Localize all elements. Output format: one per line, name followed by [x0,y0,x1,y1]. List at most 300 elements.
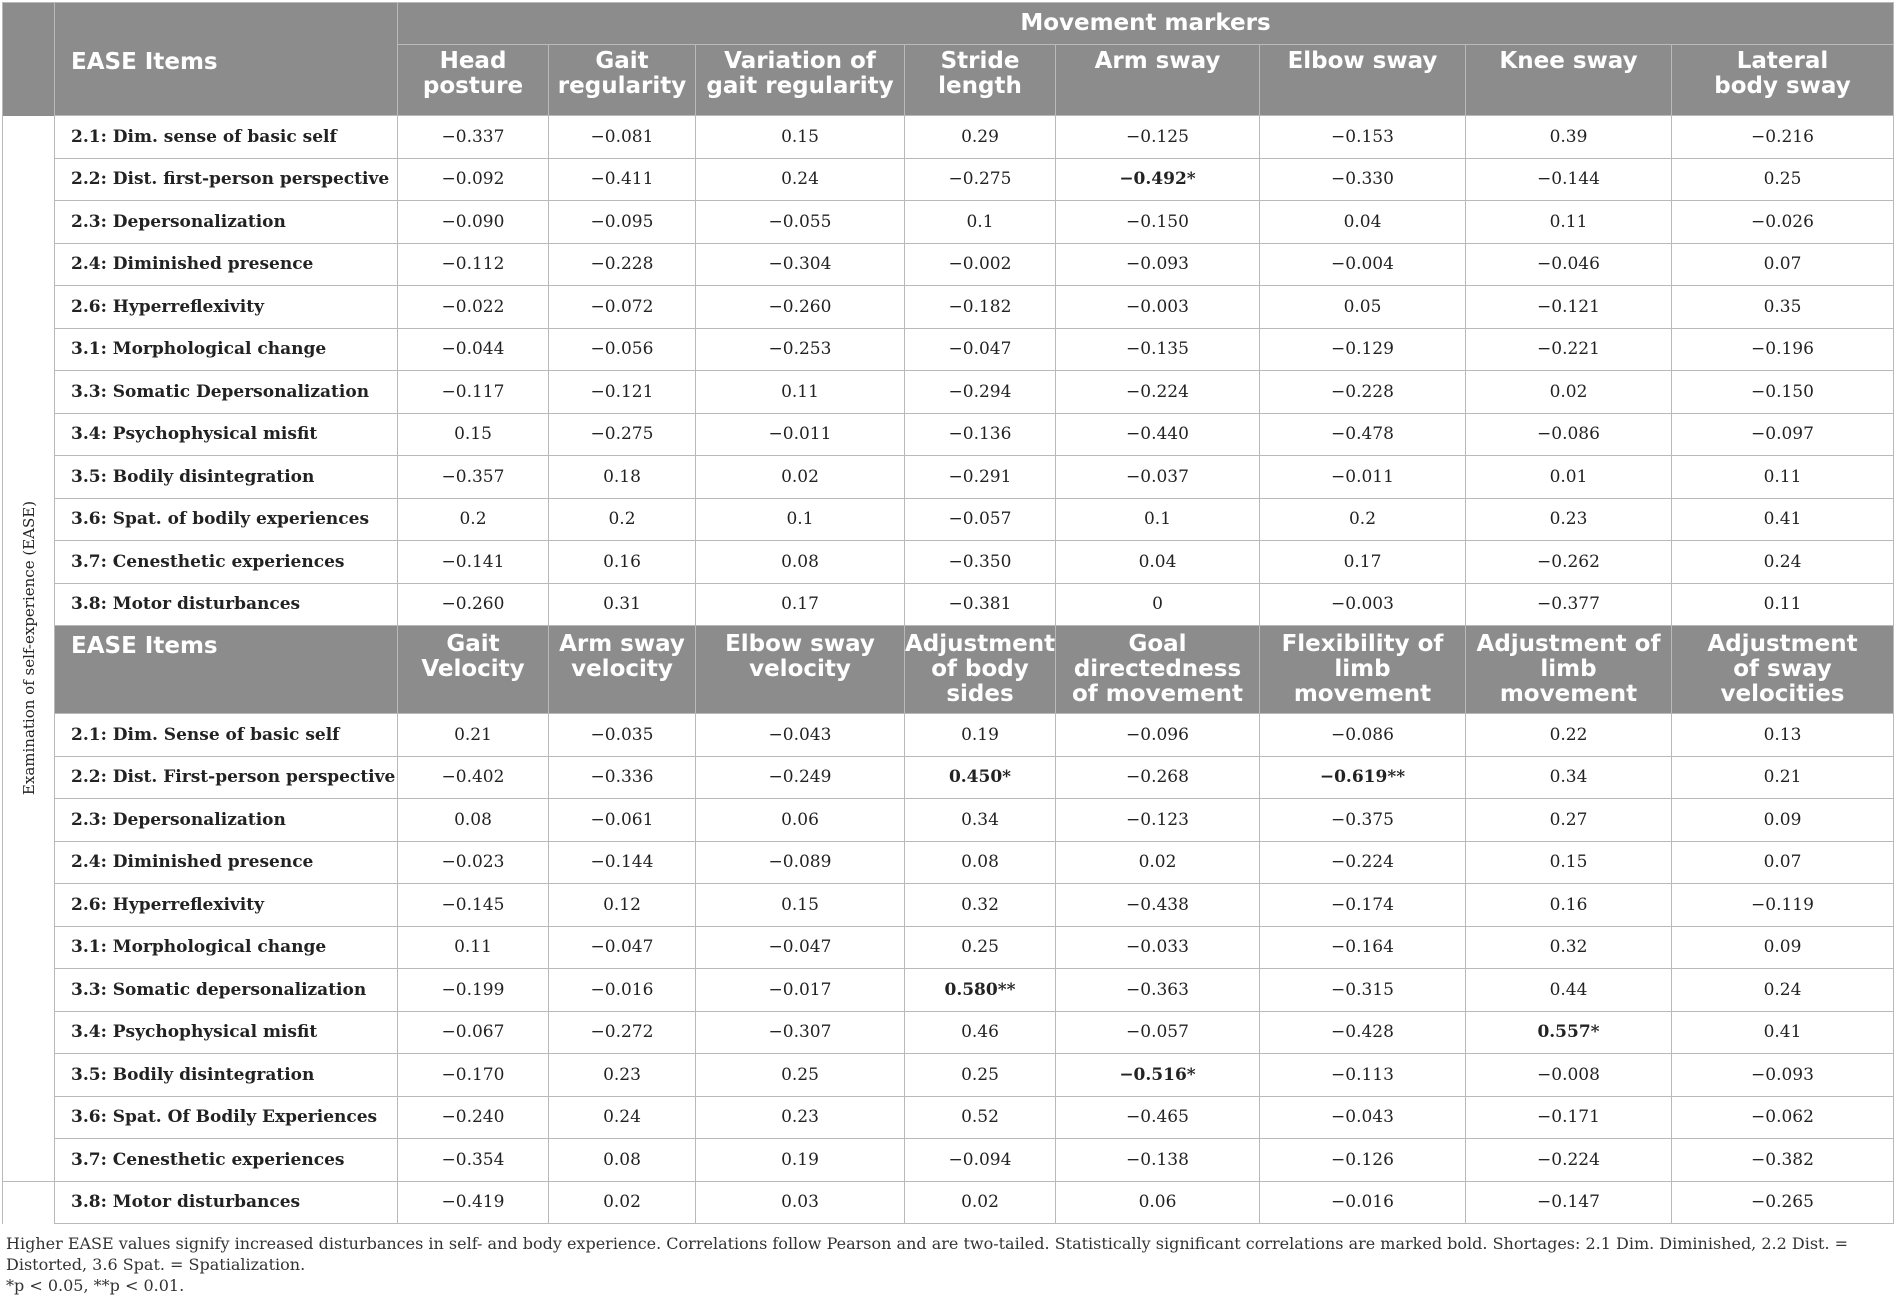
ease-item-label: 2.1: Dim. Sense of basic self [55,714,398,757]
section2-col-header-line: of sway [1733,656,1832,682]
correlation-value: −0.153 [1260,116,1466,159]
section2-col-header-line: velocities [1720,681,1845,707]
correlation-value: −0.465 [1056,1096,1260,1139]
correlation-value: −0.043 [1260,1096,1466,1139]
correlation-value: −0.047 [696,926,905,969]
section2-col-header-line: sides [946,681,1014,707]
correlation-value: 0.24 [696,158,905,201]
section2-col-header-line: directedness [1073,656,1242,682]
correlation-value: −0.061 [549,799,696,842]
section2-col-header [1056,626,1260,714]
correlation-value: 0.11 [696,371,905,414]
correlation-value: 0.04 [1260,201,1466,244]
correlation-value: −0.262 [1466,541,1672,584]
correlation-value: −0.004 [1260,243,1466,286]
ease-item-label: 2.2: Dist. first-person perspective [55,158,398,201]
correlation-value: −0.147 [1466,1181,1672,1224]
correlation-value: −0.336 [549,756,696,799]
section2-header-row [3,626,1894,714]
correlation-value: −0.112 [398,243,549,286]
correlation-value: −0.086 [1260,714,1466,757]
table-row [3,243,1894,286]
ease-item-label: 3.1: Morphological change [55,328,398,371]
correlation-value: 0.02 [1466,371,1672,414]
correlation-value: −0.047 [905,328,1056,371]
table-row [3,328,1894,371]
correlation-value: 0.2 [549,498,696,541]
correlation-value: −0.291 [905,456,1056,499]
movement-markers-header: Movement markers [398,3,1894,45]
correlation-value: 0.44 [1466,969,1672,1012]
correlation-value: −0.268 [1056,756,1260,799]
correlation-value: 0.32 [905,884,1056,927]
correlation-value: −0.315 [1260,969,1466,1012]
section1-col-header-line: Knee sway [1499,48,1638,75]
section2-col-header [905,626,1056,714]
correlation-value: −0.170 [398,1054,549,1097]
correlation-value: 0.11 [1672,583,1894,626]
correlation-value: 0.16 [1466,884,1672,927]
correlation-value: 0.08 [905,841,1056,884]
correlation-value: −0.265 [1672,1181,1894,1224]
ease-item-label: 3.8: Motor disturbances [55,583,398,626]
correlation-value: −0.619** [1260,756,1466,799]
table-container [2,2,1893,1295]
correlation-value: −0.081 [549,116,696,159]
section1-col-header-line: Head [439,48,507,75]
correlation-value: −0.350 [905,541,1056,584]
correlation-value: 0.2 [398,498,549,541]
correlation-value: 0.25 [905,1054,1056,1097]
ease-item-label: 2.3: Depersonalization [55,201,398,244]
correlation-value: −0.228 [1260,371,1466,414]
correlation-value: −0.228 [549,243,696,286]
correlation-value: 0.13 [1672,714,1894,757]
section2-col-header [696,626,905,714]
correlation-value: −0.141 [398,541,549,584]
correlation-value: 0.02 [549,1181,696,1224]
correlation-value: −0.003 [1260,583,1466,626]
correlation-value: −0.090 [398,201,549,244]
table-row [3,1096,1894,1139]
section2-col-header-line: Adjustment [1707,631,1858,657]
section2-col-header-line: Flexibility of [1281,631,1444,657]
ease-item-label: 2.6: Hyperreflexivity [55,884,398,927]
correlation-value: −0.043 [696,714,905,757]
section2-col-header-line: limb [1334,656,1391,682]
correlation-value: 0.19 [696,1139,905,1182]
section1-col-header [905,45,1056,116]
correlation-value: −0.150 [1672,371,1894,414]
correlation-value: −0.046 [1466,243,1672,286]
correlation-value: −0.363 [1056,969,1260,1012]
correlation-value: 0.1 [696,498,905,541]
correlation-value: −0.182 [905,286,1056,329]
correlation-value: 0.580** [905,969,1056,1012]
correlation-value: −0.438 [1056,884,1260,927]
correlation-value: −0.096 [1056,714,1260,757]
correlation-value: −0.047 [549,926,696,969]
correlation-value: −0.272 [549,1011,696,1054]
section1-col-header-line: posture [422,73,524,100]
section2-col-header-line: of body [931,656,1029,682]
correlation-table [2,2,1894,1224]
table-row [3,1011,1894,1054]
ease-item-label: 3.3: Somatic Depersonalization [55,371,398,414]
correlation-value: 0 [1056,583,1260,626]
correlation-value: −0.294 [905,371,1056,414]
correlation-value: 0.25 [696,1054,905,1097]
correlation-value: −0.199 [398,969,549,1012]
section2-col-header-line: of movement [1071,681,1244,707]
correlation-value: 0.11 [1672,456,1894,499]
table-row [3,799,1894,842]
correlation-value: −0.478 [1260,413,1466,456]
section2-col-header [1466,626,1672,714]
correlation-value: −0.011 [696,413,905,456]
correlation-value: −0.117 [398,371,549,414]
table-row [3,926,1894,969]
correlation-value: −0.224 [1466,1139,1672,1182]
correlation-value: −0.196 [1672,328,1894,371]
section1-col-header [1672,45,1894,116]
correlation-value: 0.06 [1056,1181,1260,1224]
correlation-value: 0.05 [1260,286,1466,329]
correlation-value: −0.072 [549,286,696,329]
correlation-value: −0.260 [696,286,905,329]
correlation-value: −0.011 [1260,456,1466,499]
correlation-value: 0.07 [1672,243,1894,286]
correlation-value: 0.08 [696,541,905,584]
correlation-value: 0.02 [1056,841,1260,884]
correlation-value: −0.171 [1466,1096,1672,1139]
table-row [3,583,1894,626]
correlation-value: 0.32 [1466,926,1672,969]
correlation-value: 0.19 [905,714,1056,757]
section2-col-header-line: Elbow sway [725,631,875,657]
ease-item-label: 3.6: Spat. of bodily experiences [55,498,398,541]
ease-item-label: 2.1: Dim. sense of basic self [55,116,398,159]
correlation-value: −0.307 [696,1011,905,1054]
table-row [3,1139,1894,1182]
correlation-value: −0.240 [398,1096,549,1139]
correlation-value: 0.11 [1466,201,1672,244]
section1-col-header-line: Stride [940,48,1020,75]
correlation-value: −0.224 [1056,371,1260,414]
correlation-value: −0.136 [905,413,1056,456]
table-row [3,969,1894,1012]
section1-col-header-line: length [938,73,1022,100]
correlation-value: −0.304 [696,243,905,286]
table-body [3,116,1894,1224]
section1-col-header [398,45,549,116]
correlation-value: −0.419 [398,1181,549,1224]
correlation-value: 0.02 [696,456,905,499]
correlation-value: 0.1 [905,201,1056,244]
ease-vertical-label-cell [3,116,55,1182]
section1-col-header-line: regularity [557,73,687,100]
section2-col-header [549,626,696,714]
section2-col-header-line: movement [1293,681,1432,707]
correlation-value: −0.037 [1056,456,1260,499]
ease-item-label: 2.6: Hyperreflexivity [55,286,398,329]
table-row [3,884,1894,927]
correlation-value: 0.12 [549,884,696,927]
correlation-value: −0.003 [1056,286,1260,329]
section1-col-header-line: gait regularity [706,73,894,100]
correlation-value: −0.354 [398,1139,549,1182]
section1-col-header [1056,45,1260,116]
table-row [3,456,1894,499]
correlation-value: −0.221 [1466,328,1672,371]
correlation-value: 0.15 [696,116,905,159]
correlation-value: −0.056 [549,328,696,371]
correlation-value: −0.093 [1056,243,1260,286]
section2-col-header-line: Gait [446,631,500,657]
correlation-value: −0.016 [1260,1181,1466,1224]
correlation-value: 0.35 [1672,286,1894,329]
correlation-value: 0.08 [398,799,549,842]
correlation-value: −0.113 [1260,1054,1466,1097]
correlation-value: −0.035 [549,714,696,757]
table-row [3,158,1894,201]
correlation-value: 0.2 [1260,498,1466,541]
correlation-value: 0.557* [1466,1011,1672,1054]
correlation-value: −0.044 [398,328,549,371]
correlation-value: −0.089 [696,841,905,884]
correlation-value: −0.275 [905,158,1056,201]
correlation-value: −0.260 [398,583,549,626]
correlation-value: −0.062 [1672,1096,1894,1139]
table-row [3,841,1894,884]
section1-col-header [696,45,905,116]
correlation-value: 0.08 [549,1139,696,1182]
correlation-value: −0.092 [398,158,549,201]
correlation-value: 0.25 [905,926,1056,969]
ease-item-label: 3.3: Somatic depersonalization [55,969,398,1012]
section2-col-header [1672,626,1894,714]
correlation-value: 0.02 [905,1181,1056,1224]
correlation-value: −0.150 [1056,201,1260,244]
correlation-value: −0.023 [398,841,549,884]
correlation-value: 0.52 [905,1096,1056,1139]
correlation-value: −0.129 [1260,328,1466,371]
correlation-value: −0.094 [905,1139,1056,1182]
correlation-value: −0.002 [905,243,1056,286]
ease-item-label: 3.5: Bodily disintegration [55,456,398,499]
correlation-value: 0.34 [1466,756,1672,799]
correlation-value: −0.057 [905,498,1056,541]
correlation-value: −0.375 [1260,799,1466,842]
items-header-2: EASE Items [55,626,398,714]
correlation-value: 0.23 [696,1096,905,1139]
section2-col-header-line: velocity [749,656,851,682]
footnote-line-2: *p < 0.05, **p < 0.01. [6,1276,185,1295]
footnote-line-1: Higher EASE values signify increased disturbances in self- and body experience. Correlations follow Pearson and are two-tailed. Statistically significant correlations are marked bold. Shortages: 2.1 Dim. Diminished, 2.2 Dist. = Distorted, 3.6 Spat. = Spatialization. [6,1234,1849,1274]
correlation-value: 0.24 [549,1096,696,1139]
correlation-value: 0.24 [1672,969,1894,1012]
ease-item-label: 3.7: Cenesthetic experiences [55,1139,398,1182]
correlation-value: −0.022 [398,286,549,329]
correlation-value: 0.34 [905,799,1056,842]
correlation-value: −0.492* [1056,158,1260,201]
correlation-value: 0.18 [549,456,696,499]
section1-col-header-line: Variation of [724,48,876,75]
correlation-value: −0.216 [1672,116,1894,159]
section1-col-header [1466,45,1672,116]
correlation-value: −0.337 [398,116,549,159]
ease-item-label: 3.6: Spat. Of Bodily Experiences [55,1096,398,1139]
section1-col-header-line: Lateral [1736,48,1829,75]
section1-col-header-line: Gait [595,48,649,75]
correlation-value: 0.25 [1672,158,1894,201]
table-row [3,498,1894,541]
correlation-value: −0.357 [398,456,549,499]
ease-item-label: 3.4: Psychophysical misfit [55,1011,398,1054]
correlation-value: 0.450* [905,756,1056,799]
group-header-row [3,3,1894,45]
table-footnote [6,1233,1894,1296]
correlation-value: −0.377 [1466,583,1672,626]
correlation-value: −0.516* [1056,1054,1260,1097]
correlation-value: −0.016 [549,969,696,1012]
correlation-value: −0.402 [398,756,549,799]
ease-item-label: 2.3: Depersonalization [55,799,398,842]
correlation-value: −0.121 [1466,286,1672,329]
correlation-value: −0.249 [696,756,905,799]
ease-item-label: 2.4: Diminished presence [55,841,398,884]
section2-col-header-line: Adjustment of [1476,631,1661,657]
correlation-value: 0.41 [1672,1011,1894,1054]
correlation-value: 0.1 [1056,498,1260,541]
correlation-value: 0.17 [1260,541,1466,584]
correlation-value: −0.008 [1466,1054,1672,1097]
section2-col-header-line: Goal [1128,631,1187,657]
row-lead-cell [3,1181,55,1224]
correlation-value: 0.24 [1672,541,1894,584]
correlation-value: 0.17 [696,583,905,626]
correlation-value: −0.121 [549,371,696,414]
correlation-value: 0.01 [1466,456,1672,499]
correlation-value: −0.033 [1056,926,1260,969]
header-corner [3,3,55,116]
section2-col-header [1260,626,1466,714]
correlation-value: −0.126 [1260,1139,1466,1182]
table-row [3,201,1894,244]
correlation-value: −0.174 [1260,884,1466,927]
table-row [3,541,1894,584]
section1-col-header-line: Arm sway [1094,48,1221,75]
table-row [3,116,1894,159]
correlation-value: 0.46 [905,1011,1056,1054]
correlation-value: −0.119 [1672,884,1894,927]
correlation-value: −0.275 [549,413,696,456]
correlation-value: 0.03 [696,1181,905,1224]
section1-col-header-line: body sway [1714,73,1851,100]
section1-col-header [1260,45,1466,116]
correlation-value: −0.067 [398,1011,549,1054]
correlation-value: −0.093 [1672,1054,1894,1097]
correlation-value: 0.23 [549,1054,696,1097]
section1-col-header [549,45,696,116]
ease-vertical-label: Examination of self-experience (EASE) [19,500,38,796]
ease-item-label: 3.8: Motor disturbances [55,1181,398,1224]
ease-item-label: 2.4: Diminished presence [55,243,398,286]
table-row [3,286,1894,329]
correlation-value: −0.164 [1260,926,1466,969]
correlation-value: −0.144 [1466,158,1672,201]
correlation-value: −0.026 [1672,201,1894,244]
table-row [3,714,1894,757]
correlation-value: −0.135 [1056,328,1260,371]
correlation-value: 0.21 [1672,756,1894,799]
correlation-value: −0.125 [1056,116,1260,159]
correlation-value: 0.07 [1672,841,1894,884]
ease-item-label: 2.2: Dist. First-person perspective [55,756,398,799]
correlation-value: 0.39 [1466,116,1672,159]
correlation-value: 0.04 [1056,541,1260,584]
correlation-value: 0.15 [1466,841,1672,884]
correlation-value: −0.138 [1056,1139,1260,1182]
correlation-value: −0.057 [1056,1011,1260,1054]
correlation-value: 0.23 [1466,498,1672,541]
table-row [3,1181,1894,1224]
correlation-value: −0.017 [696,969,905,1012]
correlation-value: −0.144 [549,841,696,884]
correlation-value: 0.06 [696,799,905,842]
correlation-value: 0.29 [905,116,1056,159]
correlation-value: −0.330 [1260,158,1466,201]
section2-col-header-line: Arm sway [559,631,685,657]
correlation-value: −0.382 [1672,1139,1894,1182]
section2-col-header-line: velocity [571,656,673,682]
correlation-value: 0.09 [1672,926,1894,969]
correlation-value: −0.381 [905,583,1056,626]
correlation-value: −0.123 [1056,799,1260,842]
section2-col-header-line: Velocity [421,656,525,682]
correlation-value: −0.411 [549,158,696,201]
table-row [3,413,1894,456]
section2-col-header-line: movement [1499,681,1638,707]
items-header-1: EASE Items [55,3,398,116]
correlation-value: −0.055 [696,201,905,244]
correlation-value: 0.27 [1466,799,1672,842]
correlation-value: −0.224 [1260,841,1466,884]
correlation-value: 0.22 [1466,714,1672,757]
ease-item-label: 3.4: Psychophysical misfit [55,413,398,456]
table-row [3,371,1894,414]
table-row [3,1054,1894,1097]
correlation-value: −0.428 [1260,1011,1466,1054]
correlation-value: 0.11 [398,926,549,969]
section1-col-header-line: Elbow sway [1287,48,1438,75]
correlation-value: −0.145 [398,884,549,927]
ease-item-label: 3.7: Cenesthetic experiences [55,541,398,584]
correlation-value: 0.09 [1672,799,1894,842]
correlation-value: 0.21 [398,714,549,757]
table-row [3,756,1894,799]
correlation-value: −0.440 [1056,413,1260,456]
correlation-value: 0.31 [549,583,696,626]
correlation-value: 0.15 [398,413,549,456]
section2-col-header-line: limb [1540,656,1597,682]
correlation-value: 0.41 [1672,498,1894,541]
ease-item-label: 3.1: Morphological change [55,926,398,969]
correlation-value: −0.253 [696,328,905,371]
correlation-value: −0.095 [549,201,696,244]
correlation-value: −0.097 [1672,413,1894,456]
section2-col-header [398,626,549,714]
